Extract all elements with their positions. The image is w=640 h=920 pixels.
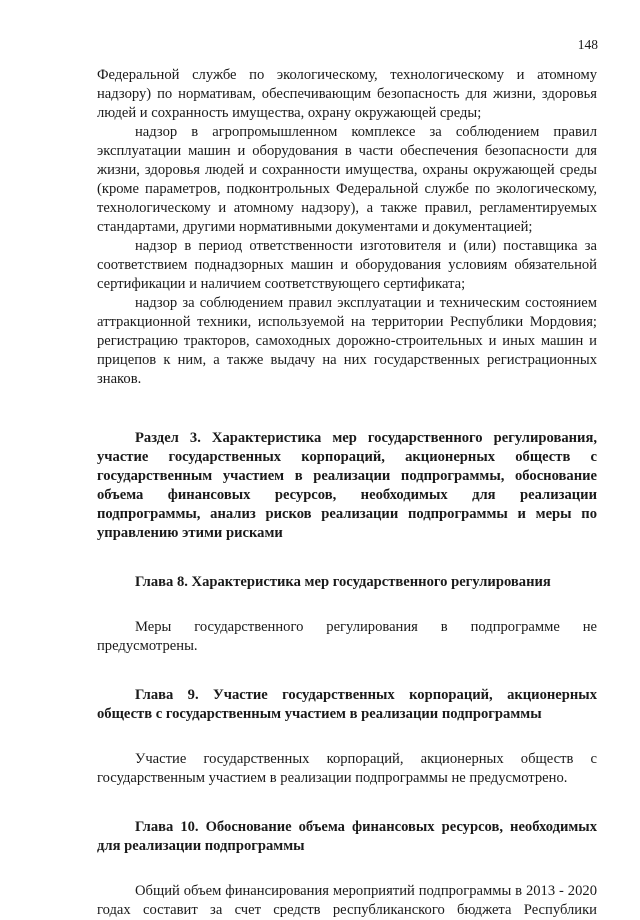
paragraph-1: Федеральной службе по экологическому, технологическому и атомному надзору) по нормативам, обеспечивающим безопасность для жизни, здоровья людей и сохранность имущества, охрану окружающей среды; (97, 67, 597, 121)
chapter-9-heading: Глава 9. Участие государственных корпораций, акционерных обществ с государственным участием в реализации подпрограммы (97, 687, 597, 722)
chapter-8-heading: Глава 8. Характеристика мер государственного регулирования (135, 574, 551, 590)
paragraph-3: надзор в период ответственности изготовителя и (или) поставщика за соответствием поднадзорных машин и оборудования условиям обязательной сертификации и наличием соответствующего сертификата; (97, 238, 597, 292)
chapter-10-text: Общий объем финансирования мероприятий подпрограммы в 2013 - 2020 годах составит за счет средств республиканского бюджета Республики (97, 883, 597, 918)
chapter-10-heading: Глава 10. Обоснование объема финансовых ресурсов, необходимых для реализации подпрограммы (97, 819, 597, 854)
section-3-heading: Раздел 3. Характеристика мер государственного регулирования, участие государственных корпораций, акционерных обществ с государственным участием в реализации подпрограммы, обоснование объема финансовых ресурсов, необходимых для реализации подпрограммы, анализ рисков реализации подпрограммы и меры по управлению этими рисками (97, 430, 597, 541)
paragraph-2: надзор в агропромышленном комплексе за соблюдением правил эксплуатации машин и оборудования в части обеспечения безопасности для жизни, здоровья людей и сохранности имущества, охраны окружающей среды (кроме параметров, подконтрольных Федеральной службе по экологическому, технологическому и атомному надзору), а также правил, регламентируемых стандартами, другими нормативными документами и документацией; (97, 124, 597, 235)
chapter-8-text: Меры государственного регулирования в подпрограмме не предусмотрены. (97, 619, 597, 654)
chapter-9-text: Участие государственных корпораций, акционерных обществ с государственным участием в реализации подпрограммы не предусмотрено. (97, 751, 597, 786)
page-number: 148 (577, 37, 598, 52)
document-body (97, 66, 597, 920)
paragraph-4: надзор за соблюдением правил эксплуатации и техническим состоянием аттракционной техники, используемой на территории Республики Мордовия; регистрацию тракторов, самоходных дорожно-строительных и иных машин и прицепов к ним, а также выдачу на них государственных регистрационных знаков. (97, 295, 597, 387)
